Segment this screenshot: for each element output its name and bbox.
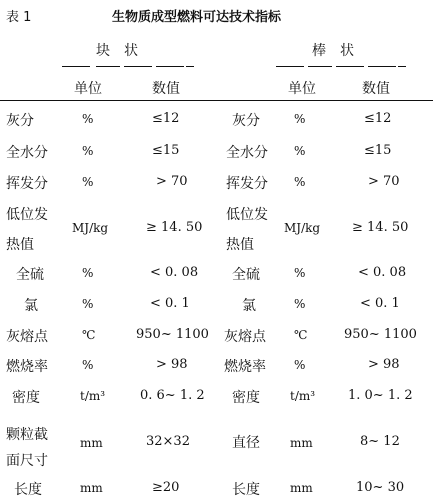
row-value: 950~ 1100 <box>136 327 209 342</box>
row-unit: % <box>82 112 94 126</box>
row-value: 950~ 1100 <box>344 327 417 342</box>
row-value: 10~ 30 <box>356 480 405 495</box>
row-value: < 0. 08 <box>358 265 407 280</box>
header-unit: 单位 <box>288 81 316 97</box>
row-name: 氯 <box>24 298 38 314</box>
row-name: 全水分 <box>6 145 48 161</box>
row-value: 8~ 12 <box>360 434 400 449</box>
table-label: 表 1 <box>6 10 32 25</box>
row-value: ≤12 <box>152 111 180 126</box>
row-name-line2: 热值 <box>226 237 254 253</box>
row-name-line2: 热值 <box>6 237 34 253</box>
row-name: 长度 <box>14 482 42 498</box>
row-value: < 0. 08 <box>150 265 199 280</box>
section-rule <box>186 66 194 67</box>
row-value: > 98 <box>368 357 400 372</box>
section-rule <box>156 66 184 67</box>
row-name: 密度 <box>232 390 260 406</box>
row-name: 挥发分 <box>6 176 48 192</box>
row-name: 挥发分 <box>226 176 268 192</box>
section-rule <box>124 66 152 67</box>
section-rule <box>62 66 90 67</box>
row-name: 灰分 <box>232 113 260 129</box>
row-name: 直径 <box>232 435 260 451</box>
header-unit: 单位 <box>74 81 102 97</box>
section-rule <box>276 66 304 67</box>
row-unit: mm <box>290 481 313 495</box>
section-rule <box>398 66 406 67</box>
row-name: 密度 <box>12 390 40 406</box>
row-unit: % <box>82 144 94 158</box>
row-value: ≥ 14. 50 <box>352 220 409 235</box>
row-value: ≥ 14. 50 <box>146 220 203 235</box>
table-title: 生物质成型燃料可达技术指标 <box>112 10 282 25</box>
row-unit: mm <box>80 436 103 450</box>
row-name: 灰熔点 <box>6 329 48 345</box>
row-unit: % <box>294 144 306 158</box>
row-name: 燃烧率 <box>6 359 48 375</box>
row-value: < 0. 1 <box>360 296 400 311</box>
row-unit: mm <box>80 481 103 495</box>
section-rule <box>336 66 364 67</box>
row-unit: ℃ <box>82 328 96 342</box>
section-label-rod: 棒 状 <box>312 43 354 59</box>
section-label-block: 块 状 <box>96 43 138 59</box>
section-rule <box>368 66 396 67</box>
row-name: 全水分 <box>226 145 268 161</box>
row-name: 氯 <box>242 298 256 314</box>
row-unit: % <box>82 266 94 280</box>
row-value: < 0. 1 <box>150 296 190 311</box>
row-unit: % <box>294 175 306 189</box>
row-unit: % <box>294 358 306 372</box>
row-unit: % <box>82 297 94 311</box>
row-value: ≤15 <box>152 143 180 158</box>
row-name: 低位发 <box>226 207 268 223</box>
header-value: 数值 <box>152 81 180 97</box>
row-value: > 70 <box>156 174 188 189</box>
row-name: 长度 <box>232 482 260 498</box>
row-value: ≤12 <box>364 111 392 126</box>
row-name: 燃烧率 <box>224 359 266 375</box>
row-value: > 70 <box>368 174 400 189</box>
row-unit: % <box>82 358 94 372</box>
row-unit: ℃ <box>294 328 308 342</box>
section-rule <box>308 66 332 67</box>
row-unit: MJ/kg <box>284 221 321 235</box>
section-rule <box>96 66 120 67</box>
row-value: 32×32 <box>146 434 190 449</box>
row-name: 全硫 <box>232 267 260 283</box>
row-unit: % <box>294 266 306 280</box>
row-unit: % <box>294 297 306 311</box>
row-unit: mm <box>290 436 313 450</box>
row-value: 1. 0~ 1. 2 <box>348 388 413 403</box>
row-unit: % <box>294 112 306 126</box>
row-value: ≥20 <box>152 480 180 495</box>
row-unit: t/m³ <box>290 389 316 403</box>
row-name: 灰熔点 <box>224 329 266 345</box>
header-value: 数值 <box>362 81 390 97</box>
row-name: 低位发 <box>6 207 48 223</box>
row-value: 0. 6~ 1. 2 <box>140 388 205 403</box>
row-unit: t/m³ <box>80 389 106 403</box>
row-value: > 98 <box>156 357 188 372</box>
row-name: 灰分 <box>6 113 34 129</box>
row-unit: % <box>82 175 94 189</box>
row-name-line2: 面尺寸 <box>6 453 48 469</box>
row-unit: MJ/kg <box>72 221 109 235</box>
row-name: 颗粒截 <box>6 427 48 443</box>
row-value: ≤15 <box>364 143 392 158</box>
header-rule <box>0 100 433 101</box>
row-name: 全硫 <box>16 267 44 283</box>
